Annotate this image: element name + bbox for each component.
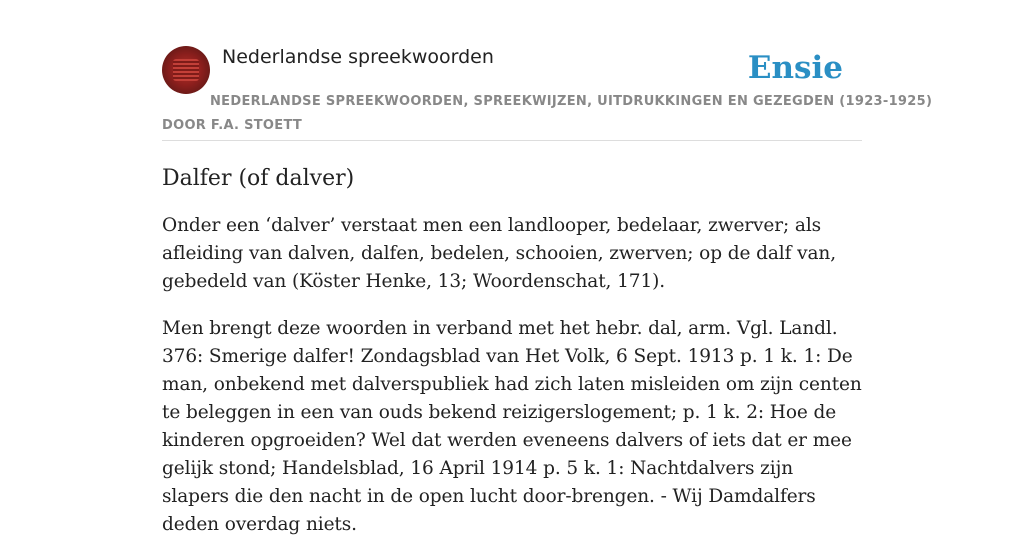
article-paragraph: Onder een ‘dalver’ verstaat men een landlooper, bedelaar, zwerver; als afleiding van dalven, dalfen, bedelen, schooien, zwerven; op de dalf van, gebedeld van (Köster Henke, 13; Woordenschat, 171). [162, 215, 836, 292]
article [162, 162, 862, 558]
brand-logo-link[interactable]: Ensie [747, 50, 843, 86]
source-author: DOOR F.A. STOETT [162, 118, 303, 133]
source-subtitle: NEDERLANDSE SPREEKWOORDEN, SPREEKWIJZEN, UITDRUKKINGEN EN GEZEGDEN (1923-1925) [210, 94, 933, 109]
page-header [162, 46, 933, 141]
book-cover-pattern [173, 59, 199, 81]
source-title-link[interactable]: Nederlandse spreekwoorden [222, 46, 494, 68]
entry-title: Dalfer (of dalver) [162, 166, 355, 191]
article-paragraph: Men brengt deze woorden in verband met het hebr. dal, arm. Vgl. Landl. 376: Smerige dalfer! Zondagsblad van Het Volk, 6 Sept. 1913 p. 1 k. 1: De man, onbekend met dalverspubliek had zich laten misleiden om zijn centen te beleggen in een van ouds bekend reizigerslogement; p. 1 k. 2: Hoe de kinderen opgroeiden? Wel dat werden eveneens dalvers of iets dat er mee gelijk stond; Handelsblad, 16 April 1914 p. 5 k. 1: Nachtdalvers zijn slapers die den nacht in de open lucht door-brengen. - Wij Damdalfers deden overdag niets. [162, 318, 862, 535]
book-cover-avatar[interactable] [162, 46, 210, 94]
